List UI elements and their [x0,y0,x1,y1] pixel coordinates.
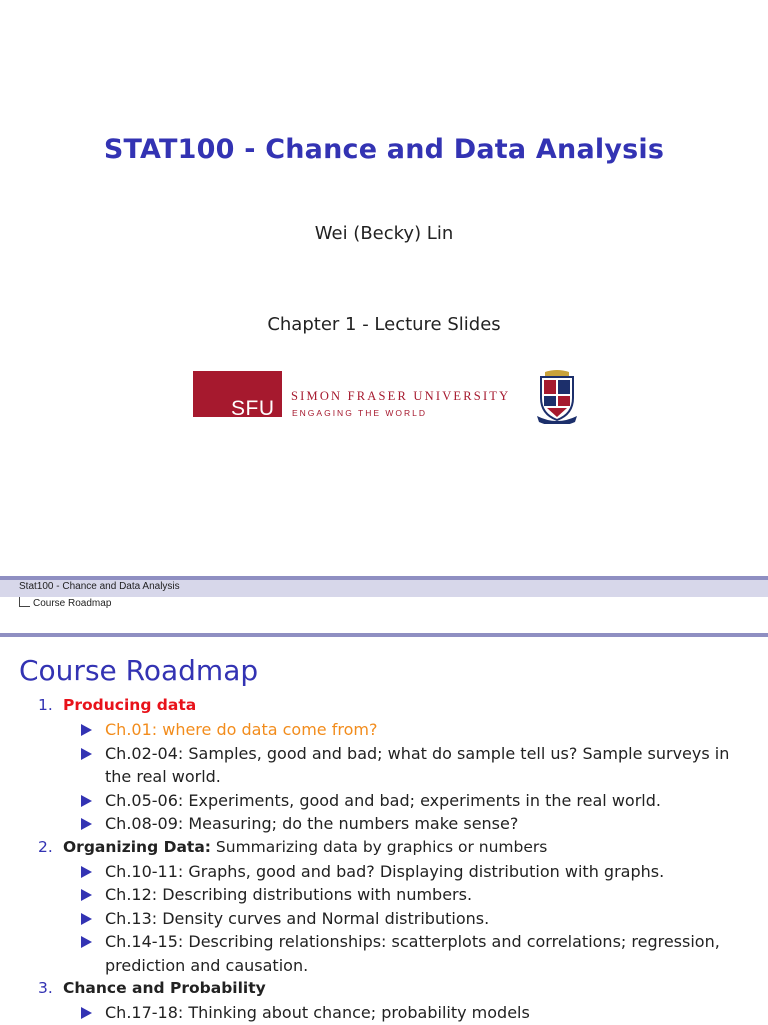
university-name: SIMON FRASER UNIVERSITY [291,389,511,403]
bullet-triangle-icon [81,936,92,948]
list-item: Ch.17-18: Thinking about chance; probability models [0,1001,768,1025]
bullet-triangle-icon [81,795,92,807]
bullet-triangle-icon [81,1007,92,1019]
section-heading: Producing data [63,696,197,714]
header-section [19,597,111,609]
bullet-triangle-icon [81,889,92,901]
presentation-subtitle: Chapter 1 - Lecture Slides [267,314,501,335]
tree-corner-icon [19,597,30,607]
author: Wei (Becky) Lin [314,223,454,244]
list-item: Ch.14-15: Describing relationships: scatterplots and correlations; regression, prediction and causation. [0,930,768,977]
presentation-title: STAT100 - Chance and Data Analysis [103,134,665,165]
section-description: Summarizing data by graphics or numbers [210,837,548,856]
list-item: Ch.05-06: Experiments, good and bad; experiments in the real world. [0,789,768,813]
sfu-block [193,371,282,420]
section-number: 1. [38,696,53,714]
list-item: Ch.13: Density curves and Normal distributions. [0,907,768,931]
roadmap-slide [0,576,768,1024]
frame-title: Course Roadmap [19,654,259,687]
section-2 [0,836,768,860]
bullet-triangle-icon [81,748,92,760]
sfu-mark: SFU [231,397,275,420]
crest-icon [535,368,579,424]
bullet-triangle-icon [81,724,92,736]
list-item: Ch.02-04: Samples, good and bad; what do sample tell us? Sample surveys in the real world. [0,742,768,789]
header-rule-bottom [0,633,768,637]
bullet-triangle-icon [81,866,92,878]
section-3 [0,977,768,1001]
list-item: Ch.01: where do data come from? [0,718,768,742]
section-number: 3. [38,979,53,997]
university-logo [193,368,581,424]
roadmap-list [0,694,768,1025]
header-title: Stat100 - Chance and Data Analysis [19,581,180,592]
section-1 [0,694,768,718]
bullet-triangle-icon [81,818,92,830]
list-item: Ch.12: Describing distributions with numbers. [0,883,768,907]
list-item: Ch.10-11: Graphs, good and bad? Displaying distribution with graphs. [0,860,768,884]
list-item: Ch.08-09: Measuring; do the numbers make sense? [0,812,768,836]
header-section-label: Course Roadmap [33,598,112,609]
section-number: 2. [38,837,53,856]
section-heading: Chance and Probability [63,979,266,997]
section-heading: Organizing Data: [63,837,211,856]
bullet-triangle-icon [81,913,92,925]
university-tagline: ENGAGING THE WORLD [292,408,428,418]
